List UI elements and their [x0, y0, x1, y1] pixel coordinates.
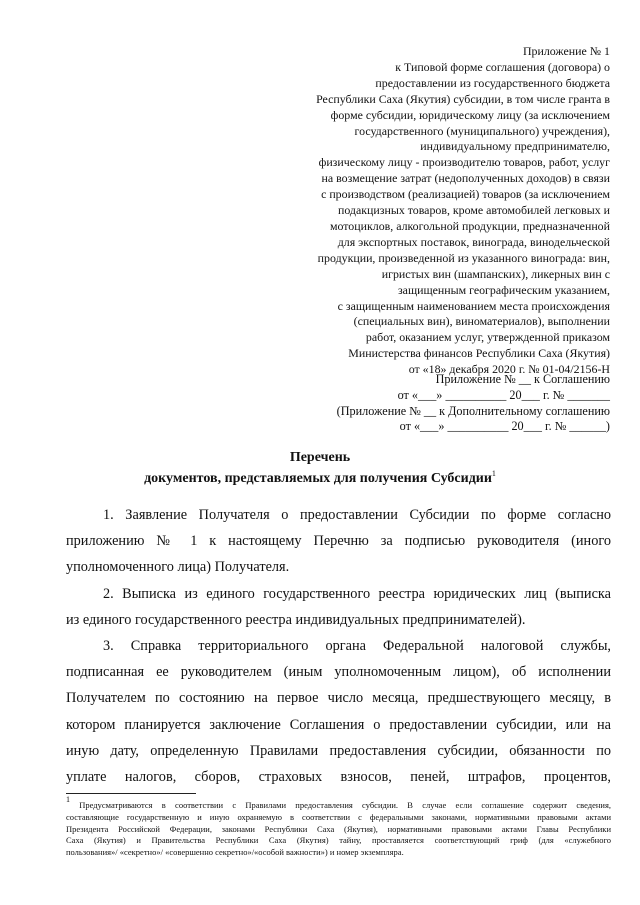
paragraph-line: Получателем по состоянию на первое число месяца, предшествующего месяцу, в: [66, 690, 611, 707]
footnote-line: пользования»/ «секретно»/ «совершенно секретно»/«особой важности») и номер экземпляра.: [66, 847, 404, 858]
paragraph-line: котором планируется заключение Соглашения о предоставлении субсидии, или на: [66, 716, 611, 733]
appendix-header: [265, 44, 610, 378]
paragraph-line: подписанная ее руководителем (иным уполномоченным лицом), об исполнении: [66, 664, 611, 681]
footnote-reference: 1: [491, 469, 496, 478]
appendix-line: мотоциклов, алкогольной продукции, предназначенной: [329, 218, 610, 233]
agreement-header: [280, 372, 610, 435]
document-body: [66, 502, 611, 790]
paragraph-line: приложению № 1 к настоящему Перечню за подписью руководителя (иного: [66, 533, 611, 550]
appendix-line: Республики Саха (Якутия) субсидии, в том числе гранта в: [316, 91, 610, 106]
list-item: [66, 581, 611, 633]
appendix-line: с защищенным наименованием места происхождения: [337, 298, 610, 313]
appendix-line: к Типовой форме соглашения (договора) о: [395, 59, 610, 74]
footnote-mark: 1: [66, 795, 70, 804]
footnote-text: Предусматриваются в соответствии с Правилами предоставления субсидии. В случае если соглашение содержит сведения,: [79, 800, 611, 810]
paragraph-line: из единого государственного реестра индивидуальных предпринимателей).: [66, 611, 526, 628]
appendix-line: работ, оказанием услуг, утвержденной приказом: [365, 330, 610, 345]
paragraph-line: 2. Выписка из единого государственного реестра юридических лиц (выписка: [103, 585, 611, 602]
appendix-line: игристых вин (шампанских), ликерных вин с: [381, 266, 610, 281]
subtitle-text: документов, представляемых для получения Субсидии: [144, 471, 492, 486]
appendix-line: государственного (муниципального) учреждения),: [354, 123, 610, 138]
paragraph-line: иную дату, определенную Правилами предоставления субсидии, обязанности по: [66, 742, 611, 759]
appendix-line: защищенным географическим указанием,: [397, 282, 610, 297]
appendix-line: Приложение № 1: [522, 44, 610, 58]
paragraph-line: уполномоченного лица) Получателя.: [66, 559, 290, 576]
footnote: [66, 795, 611, 859]
list-item: [66, 633, 611, 790]
appendix-line: (специальных вин), виноматериалов), выполнении: [353, 314, 610, 329]
appendix-line: на возмещение затрат (недополученных доходов) в связи: [321, 171, 610, 186]
appendix-line: физическому лицу - производителю товаров, работ, услуг: [318, 155, 610, 170]
agreement-line: Приложение № __ к Соглашению: [435, 372, 610, 386]
agreement-line: от «___» __________ 20___ г. № _______: [397, 387, 610, 402]
appendix-line: от «18» декабря 2020 г. № 01-04/2156-Н: [408, 362, 610, 377]
document-title: Перечень: [289, 450, 351, 465]
paragraph-line: 1. Заявление Получателя о предоставлении Субсидии по форме согласно: [103, 507, 611, 523]
footnote-line: Саха (Якутия) и Правительства Республики Саха (Якутия) тайну, проставляется соответствующий гриф (для «служебного: [66, 835, 611, 846]
footnote-line: [66, 795, 611, 812]
list-item: [66, 502, 611, 581]
paragraph-line: 3. Справка территориального органа Федеральной налоговой службы,: [103, 638, 611, 655]
agreement-line: (Приложение № __ к Дополнительному соглашению: [336, 403, 610, 418]
appendix-line: индивидуальному предпринимателю,: [420, 139, 610, 154]
footnote-divider: [66, 793, 196, 794]
footnote-line: составляющие государственную и иную охраняемую в соответствии с федеральными законами, нормативными правовыми актами: [66, 811, 611, 822]
agreement-line: от «___» __________ 20___ г. № ______): [399, 419, 610, 434]
footnote-line: Президента Российской Федерации, законами Республики Саха (Якутия), нормативными правовыми актами Главы Республики: [66, 823, 611, 834]
paragraph-line: уплате налогов, сборов, страховых взносов, пеней, штрафов, процентов,: [66, 769, 611, 786]
appendix-line: с производством (реализацией) товаров (за исключением: [321, 187, 610, 202]
appendix-line: подакцизных товаров, кроме автомобилей легковых и: [337, 203, 610, 218]
appendix-line: для экспортных поставок, винограда, винодельческой: [337, 234, 610, 249]
appendix-line: предоставлении из государственного бюджета: [375, 75, 610, 90]
appendix-line: продукции, произведенной из указанного винограда: вин,: [317, 250, 610, 265]
appendix-line: Министерства финансов Республики Саха (Якутия): [348, 346, 610, 361]
document-subtitle: [0, 471, 640, 487]
appendix-line: форме субсидии, юридическому лицу (за исключением: [330, 107, 610, 122]
